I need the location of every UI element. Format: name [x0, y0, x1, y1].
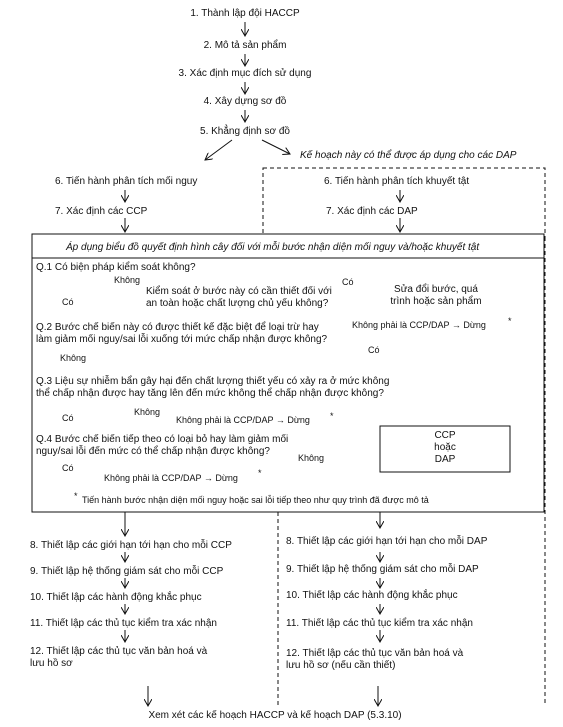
q2-line-1: Q.2 Bước chế biến này có được thiết kế đặc biệt để loại trừ hay: [36, 322, 319, 333]
left-step-6: 6. Tiến hành phân tích mối nguy: [55, 176, 198, 187]
not-ccp-3: Không phải là CCP/DAP → Dừng: [176, 415, 310, 425]
left-step-10: 10. Thiết lập các hành động khắc phục: [30, 592, 202, 603]
final-step: Xem xét các kế hoạch HACCP và kế hoạch DAP (5.3.10): [148, 710, 402, 721]
asterisk-3: *: [330, 411, 334, 421]
q4-line-2: nguy/sai lỗi đến mức có thể chấp nhận được không?: [36, 446, 270, 457]
right-step-11: 11. Thiết lập các thủ tục kiểm tra xác nhận: [286, 618, 473, 629]
q4-line-1: Q.4 Bước chế biến tiếp theo có loại bỏ hay làm giảm mối: [36, 434, 289, 445]
step-2: 2. Mô tả sản phẩm: [203, 40, 287, 51]
footnote: Tiến hành bước nhận diện mối nguy hoặc sai lỗi tiếp theo như quy trình đã được mô tả: [82, 495, 429, 505]
right-step-10: 10. Thiết lập các hành động khắc phục: [286, 590, 458, 601]
decision-tree-title: Áp dụng biểu đồ quyết định hình cây đối với mỗi bước nhận diện mối nguy và/hoặc khuyết tật: [66, 242, 480, 253]
q1-no-label: Không: [114, 275, 141, 285]
modify-line-2: trình hoặc sản phẩm: [390, 296, 482, 307]
footnote-asterisk: *: [74, 491, 78, 501]
q1-yes-label: Có: [62, 297, 74, 307]
left-step-11: 11. Thiết lập các thủ tục kiểm tra xác nhận: [30, 618, 217, 629]
not-ccp-4: Không phải là CCP/DAP → Dừng: [104, 473, 238, 483]
dap-note: Kế hoạch này có thể được áp dụng cho các DAP: [300, 150, 517, 161]
q1-sub-yes-label: Có: [342, 277, 354, 287]
q3-line-1: Q.3 Liệu sự nhiễm bẩn gây hại đến chất lượng thiết yếu có xảy ra ở mức không: [36, 376, 390, 387]
ccp-box-line-3: DAP: [434, 454, 456, 465]
not-ccp-1: Không phải là CCP/DAP → Dừng: [352, 320, 486, 330]
right-step-6: 6. Tiến hành phân tích khuyết tật: [324, 176, 470, 187]
right-step-8: 8. Thiết lập các giới hạn tới hạn cho mỗi DAP: [286, 536, 488, 547]
left-step-7: 7. Xác định các CCP: [55, 206, 148, 217]
step-5: 5. Khẳng định sơ đồ: [200, 126, 290, 137]
q2-no-label: Không: [60, 353, 87, 363]
left-step-9: 9. Thiết lập hệ thống giám sát cho mỗi CCP: [30, 566, 224, 577]
right-step-7: 7. Xác định các DAP: [326, 206, 418, 217]
left-step-12-line-1: 12. Thiết lập các thủ tục văn bản hoá và: [30, 646, 208, 657]
q1-text: Q.1 Có biện pháp kiểm soát không?: [36, 262, 196, 273]
right-step-12-line-2: lưu hồ sơ (nếu cần thiết): [286, 660, 396, 671]
q1-sub-line-2: an toàn hoặc chất lượng chủ yếu không?: [146, 298, 329, 309]
step-4: 4. Xây dựng sơ đồ: [203, 96, 287, 107]
left-step-12-line-2: lưu hồ sơ: [30, 658, 73, 669]
q1-sub-line-1: Kiểm soát ở bước này có cần thiết đối với: [146, 286, 332, 297]
q2-yes-label: Có: [368, 345, 380, 355]
step-1: 1. Thành lập đội HACCP: [190, 8, 300, 19]
q4-yes-label: Có: [62, 463, 74, 473]
ccp-box-line-1: CCP: [434, 430, 456, 441]
ccp-box-line-2: hoặc: [434, 442, 456, 453]
modify-line-1: Sửa đổi bước, quá: [394, 284, 478, 295]
step-3: 3. Xác định mục đích sử dụng: [178, 68, 312, 79]
q3-yes-label: Có: [62, 413, 74, 423]
q4-no-label: Không: [298, 453, 325, 463]
asterisk-1: *: [508, 316, 512, 326]
q3-no-label: Không: [134, 407, 161, 417]
q2-line-2: làm giảm mối nguy/sai lỗi xuống tới mức chấp nhận được không?: [36, 334, 328, 345]
q3-line-2: thể chấp nhận được hay tăng lên đến mức không thể chấp nhận được không?: [36, 388, 384, 399]
right-step-12-line-1: 12. Thiết lập các thủ tục văn bản hoá và: [286, 648, 464, 659]
left-step-8: 8. Thiết lập các giới hạn tới hạn cho mỗi CCP: [30, 540, 232, 551]
asterisk-4: *: [258, 468, 262, 478]
right-step-9: 9. Thiết lập hệ thống giám sát cho mỗi DAP: [286, 564, 479, 575]
